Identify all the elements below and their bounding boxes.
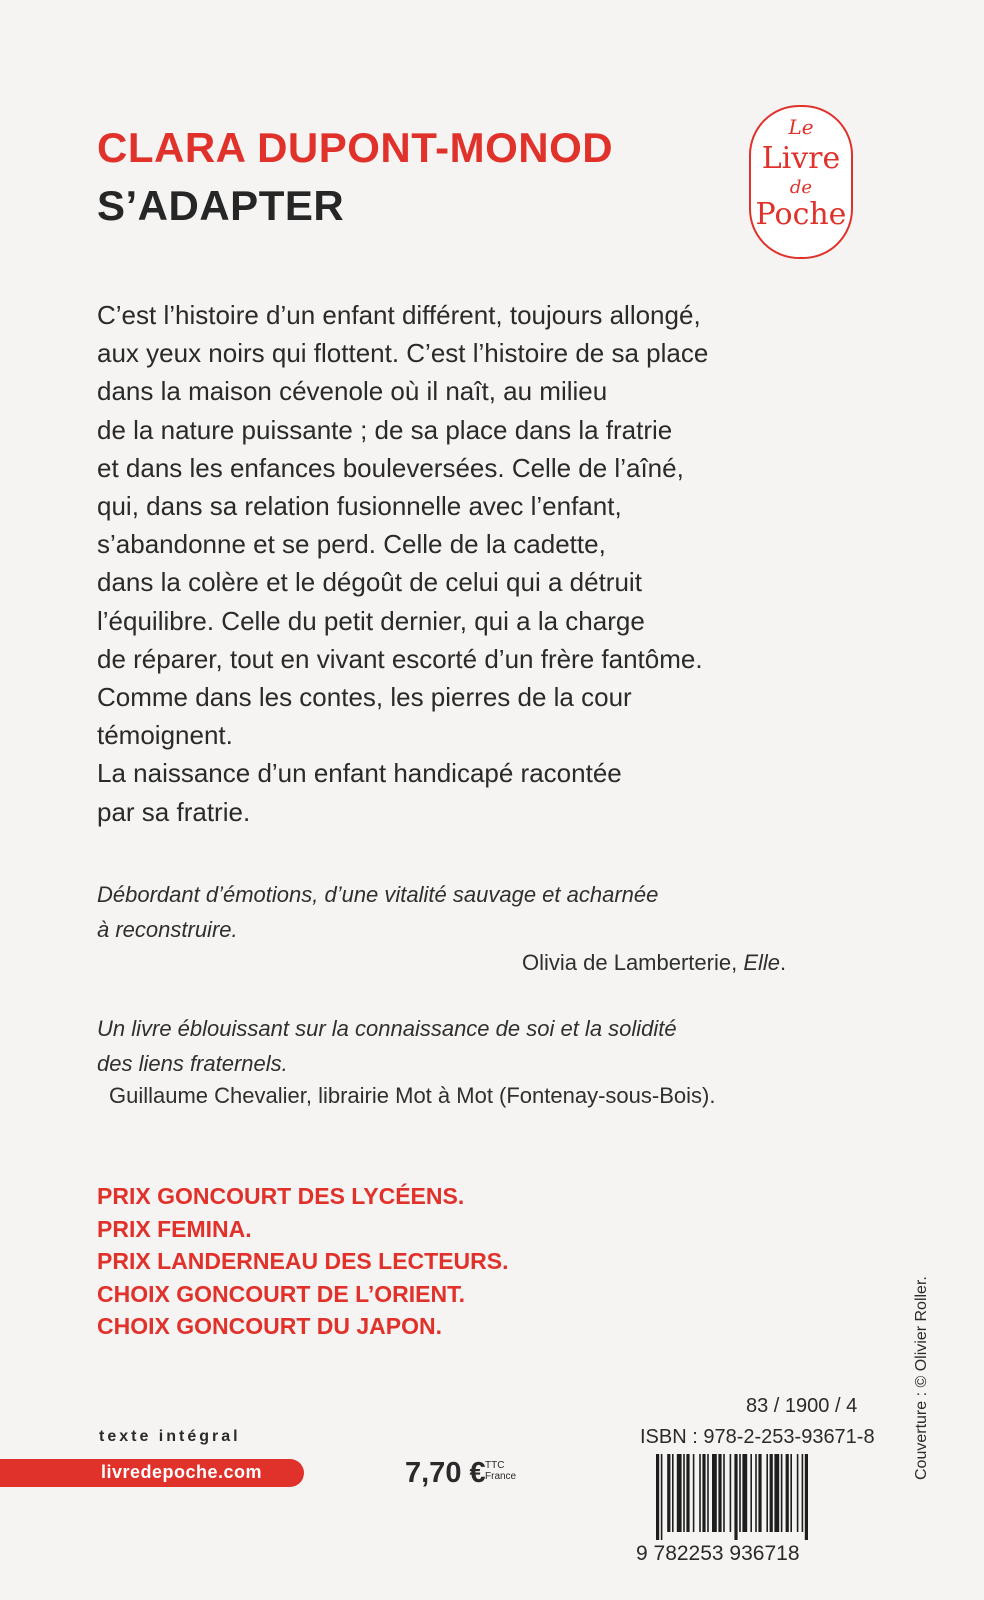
barcode-bar [797, 1454, 799, 1532]
logo-line-1: Le [788, 115, 814, 139]
prize-item: PRIX LANDERNEAU DES LECTEURS. [97, 1248, 509, 1274]
prize-item: CHOIX GONCOURT DU JAPON. [97, 1313, 443, 1339]
review-source-2: Guillaume Chevalier, librairie Mot à Mot (Fontenay-sous-Bois). [109, 1083, 716, 1108]
barcode-bar [686, 1454, 689, 1532]
edition-label: texte intégral [99, 1428, 241, 1445]
barcode-bar [802, 1454, 804, 1532]
barcode-bar [656, 1454, 659, 1540]
barcode-bar [661, 1454, 663, 1540]
barcode-bar [774, 1454, 779, 1532]
barcode-bar [755, 1454, 757, 1532]
barcode-bar [702, 1454, 705, 1532]
barcode-bar [723, 1454, 725, 1532]
barcode-bar [750, 1454, 752, 1532]
prize-item: CHOIX GONCOURT DE L’ORIENT. [97, 1280, 466, 1307]
synopsis-line: s’abandonne et se perd. Celle de la cadette, [97, 529, 606, 560]
logo-line-2: Livre [761, 141, 841, 176]
barcode-bar [739, 1454, 741, 1532]
synopsis-line: qui, dans sa relation fusionnelle avec l’enfant, [97, 491, 622, 522]
review-quote-2 [97, 1011, 677, 1081]
barcode-bar [677, 1454, 682, 1532]
logo-line-3: de [789, 177, 813, 198]
prizes-list [97, 1180, 508, 1343]
barcode-bar [683, 1454, 685, 1532]
quote-line: Un livre éblouissant sur la connaissance de soi et la solidité [97, 1016, 677, 1041]
barcode-bar [742, 1454, 747, 1532]
synopsis-line: de réparer, tout en vivant escorté d’un frère fantôme. [97, 643, 703, 674]
price-note-country: France [485, 1471, 517, 1482]
synopsis-line: l’équilibre. Celle du petit dernier, qui a la charge [97, 605, 645, 636]
barcode-bar [712, 1454, 717, 1532]
review-source-end: . [780, 950, 787, 975]
barcode-bar [699, 1454, 701, 1532]
barcode-bar [730, 1454, 732, 1532]
price-note-ttc: TTC [485, 1460, 505, 1471]
synopsis-line: dans la colère et le dégoût de celui qui a détruit [97, 567, 642, 598]
website-link[interactable]: livredepoche.com [101, 1462, 263, 1482]
barcode-bar [758, 1454, 761, 1532]
quote-line: Débordant d’émotions, d’une vitalité sauvage et acharnée [97, 882, 659, 907]
barcode-bar [707, 1454, 709, 1532]
review-source-1 [522, 950, 786, 976]
barcode-bar [786, 1454, 789, 1532]
quote-line: des liens fraternels. [97, 1051, 288, 1076]
barcode-bar [693, 1454, 695, 1532]
barcode-bar [672, 1454, 674, 1532]
synopsis-line: aux yeux noirs qui flottent. C’est l’histoire de sa place [97, 338, 709, 369]
barcode-bar [790, 1454, 792, 1532]
cover-credit: Couverture : © Olivier Roller. [913, 1276, 930, 1480]
catalog-code: 83 / 1900 / 4 [746, 1395, 858, 1417]
barcode-bar [766, 1454, 768, 1532]
quote-line: à reconstruire. [97, 917, 238, 942]
barcode-bar [667, 1454, 670, 1532]
barcode-bar [734, 1454, 737, 1540]
price-note [485, 1460, 516, 1482]
barcode-bar [770, 1454, 773, 1532]
synopsis-line: C’est l’histoire d’un enfant différent, toujours allongé, [97, 300, 701, 330]
review-publication: Elle [743, 950, 781, 975]
prize-item: PRIX FEMINA. [97, 1215, 252, 1242]
synopsis-line: de la nature puissante ; de sa place dans la fratrie [97, 414, 673, 445]
isbn: ISBN : 978-2-253-93671-8 [640, 1426, 875, 1448]
barcode [634, 1454, 870, 1566]
price: 7,70 € [405, 1457, 486, 1489]
synopsis-line: et dans les enfances bouleversées. Celle de l’aîné, [97, 452, 684, 483]
logo-line-4: Poche [755, 197, 847, 232]
review-quote-1 [97, 877, 658, 947]
synopsis-line: La naissance d’un enfant handicapé racontée [97, 758, 622, 789]
synopsis-line: dans la maison cévenole où il naît, au milieu [97, 376, 608, 407]
publisher-logo [749, 105, 853, 259]
synopsis [97, 296, 857, 831]
review-author: Olivia de Lamberterie, [522, 950, 744, 975]
author-name: CLARA DUPONT-MONOD [97, 124, 614, 171]
barcode-bar [718, 1454, 721, 1532]
barcode-bar [781, 1454, 783, 1532]
barcode-bar [805, 1454, 808, 1540]
barcode-bars [656, 1454, 808, 1540]
synopsis-line: témoignent. [97, 720, 233, 751]
book-title: S’ADAPTER [97, 182, 345, 229]
synopsis-line: Comme dans les contes, les pierres de la cour [97, 682, 632, 713]
prize-item: PRIX GONCOURT DES LYCÉENS. [97, 1183, 465, 1209]
synopsis-line: par sa fratrie. [97, 796, 251, 827]
barcode-digits: 9 782253 936718 [636, 1542, 800, 1565]
